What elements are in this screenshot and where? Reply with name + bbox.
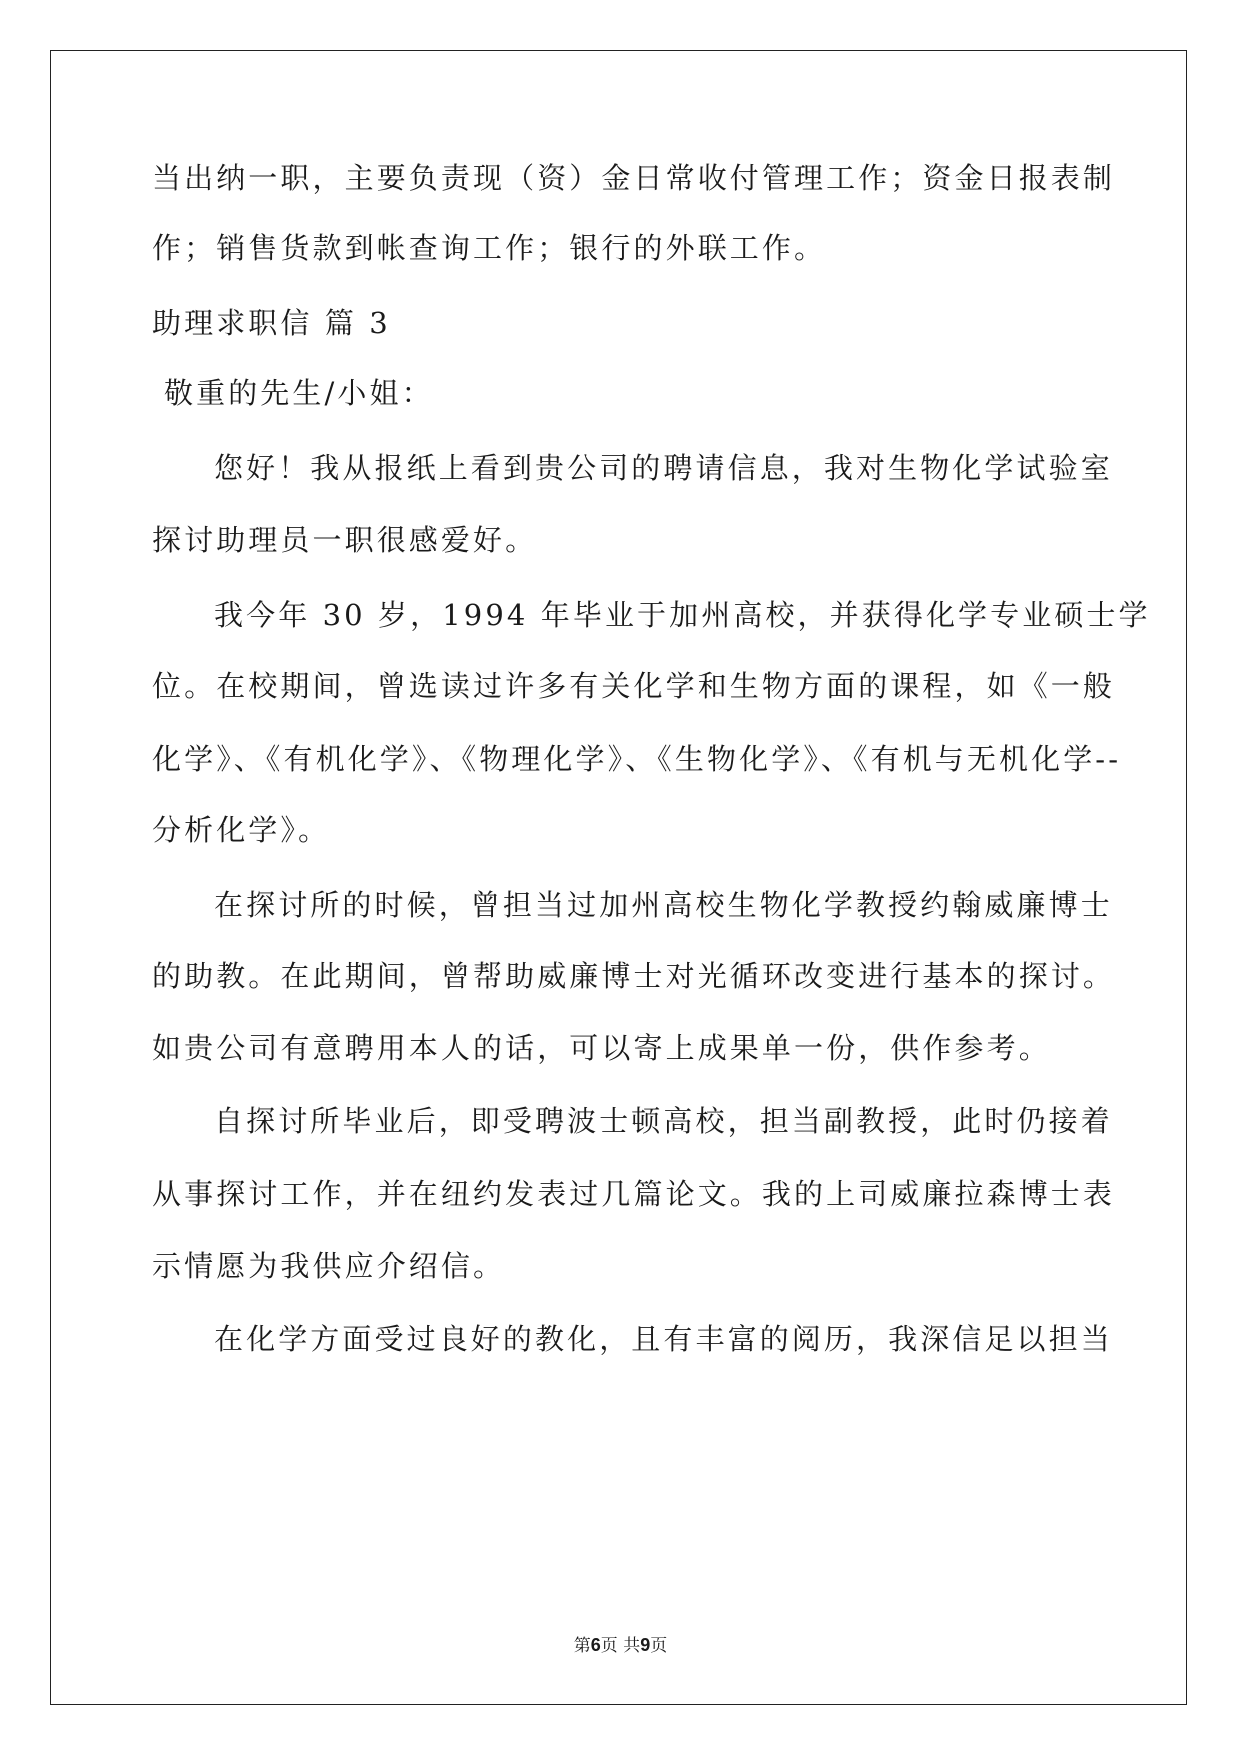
text-line: 当出纳一职，主要负责现（资）金日常收付管理工作；资金日报表制: [152, 161, 1116, 195]
page-border: [50, 50, 1187, 1705]
text-line: 探讨助理员一职很感爱好。: [152, 523, 538, 557]
text-line: 化学》、《有机化学》、《物理化学》、《生物化学》、《有机与无机化学--: [152, 742, 1122, 776]
section-heading: 助理求职信 篇 3: [152, 306, 391, 340]
footer-prefix: 第: [573, 1636, 591, 1656]
text-line: 作；销售货款到帐查询工作；银行的外联工作。: [152, 231, 827, 265]
current-page-number: 6: [590, 1635, 601, 1655]
footer-suffix: 页: [650, 1636, 668, 1656]
text-line: 您好！我从报纸上看到贵公司的聘请信息，我对生物化学试验室: [214, 451, 1113, 485]
text-line: 位。在校期间，曾选读过许多有关化学和生物方面的课程，如《一般: [152, 669, 1116, 703]
salutation: 敬重的先生/小姐：: [164, 376, 434, 410]
text-line: 的助教。在此期间，曾帮助威廉博士对光循环改变进行基本的探讨。: [152, 959, 1116, 993]
text-line: 在化学方面受过良好的教化，且有丰富的阅历，我深信足以担当: [214, 1322, 1113, 1356]
text-line: 示情愿为我供应介绍信。: [152, 1249, 506, 1283]
text-line: 自探讨所毕业后，即受聘波士顿高校，担当副教授，此时仍接着: [214, 1104, 1113, 1138]
footer-middle: 页 共: [600, 1636, 641, 1656]
text-line: 我今年 30 岁，1994 年毕业于加州高校，并获得化学专业硕士学: [214, 598, 1151, 632]
text-line: 在探讨所的时候，曾担当过加州高校生物化学教授约翰威廉博士: [214, 888, 1113, 922]
total-page-number: 9: [640, 1635, 651, 1655]
page-footer: [0, 1633, 1241, 1658]
text-line: 如贵公司有意聘用本人的话，可以寄上成果单一份，供作参考。: [152, 1031, 1051, 1065]
text-line: 分析化学》。: [152, 813, 331, 847]
text-line: 从事探讨工作，并在纽约发表过几篇论文。我的上司威廉拉森博士表: [152, 1177, 1116, 1211]
